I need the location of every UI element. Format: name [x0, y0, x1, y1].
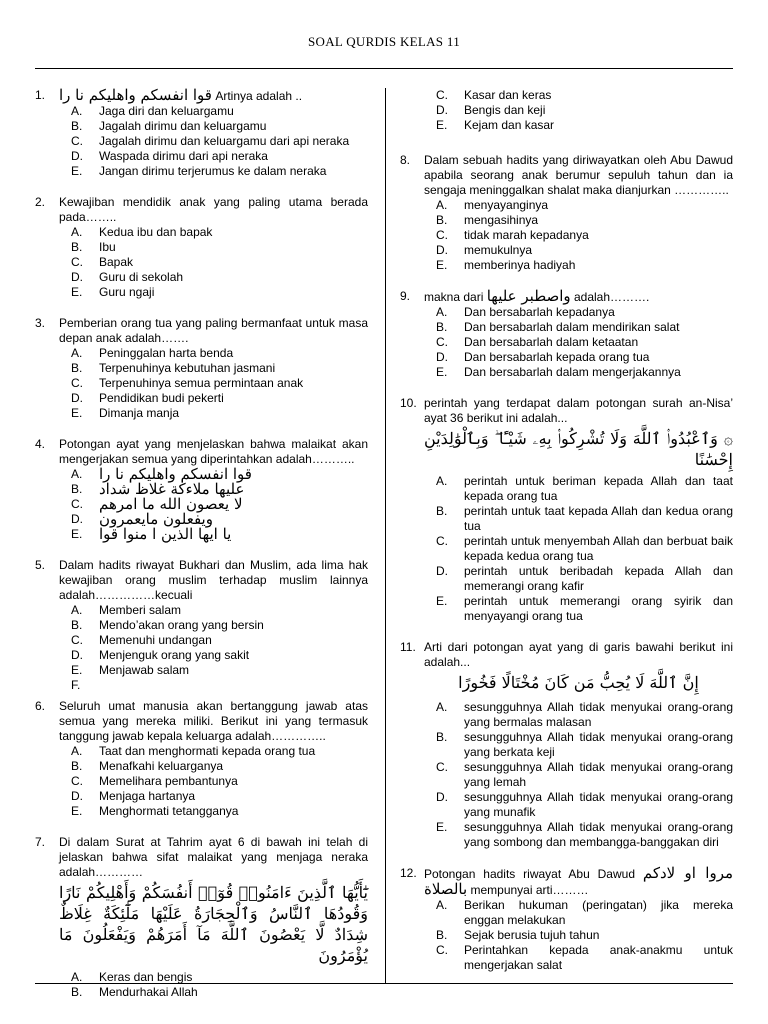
- option-text: ويفعلون مايعمرون: [99, 510, 213, 528]
- option-letter: C.: [71, 774, 83, 788]
- option-text: Berikan hukuman (peringatan) jika mereka enggan melakukan: [464, 898, 733, 927]
- option-text: sesungguhnya Allah tidak menyukai orang-orang yang munafik: [464, 790, 733, 819]
- question-12: [400, 866, 733, 973]
- option-text: Dan bersabarlah dalam ketaatan: [464, 335, 639, 349]
- option-a[interactable]: [436, 305, 733, 320]
- option-d[interactable]: [71, 391, 368, 406]
- option-text: Jaga diri dan keluargamu: [99, 104, 234, 118]
- option-letter: A.: [436, 198, 448, 212]
- option-letter: E.: [71, 663, 83, 677]
- question-stem: Dalam sebuah hadits yang diriwayatkan oleh Abu Dawud apabila seorang anak berumur sepuluh tahun dan ia sengaja meninggalkan shalat maka dianjurkan …………..: [424, 153, 733, 197]
- ayat-text: يَٰٓأَيُّهَا ٱلَّذِينَ ءَامَنُوا۟ قُوٓا۟ أَنفُسَكُمْ وَأَهْلِيكُمْ نَارًا وَقُودُهَا ٱلنَّاسُ وَٱلْحِجَارَةُ عَلَيْهَا مَلَٰٓئِكَةٌ غِلَاظٌ شِدَادٌ لَّا يَعْصُونَ ٱللَّهَ مَآ أَمَرَهُمْ وَيَفْعَلُونَ مَا يُؤْمَرُونَ: [59, 883, 368, 965]
- option-d[interactable]: [71, 648, 368, 663]
- question-stem: Di dalam Surat at Tahrim ayat 6 di bawah ini telah di jelaskan bahwa sifat malaikat yang menjaga neraka adalah…………: [59, 835, 368, 879]
- option-letter: A.: [436, 898, 448, 912]
- option-b[interactable]: [71, 119, 368, 134]
- option-text: tidak marah kepadanya: [464, 228, 589, 242]
- option-c[interactable]: [71, 255, 368, 270]
- option-text: mengasihinya: [464, 213, 539, 227]
- option-text: Memenuhi undangan: [99, 633, 212, 647]
- option-c[interactable]: [436, 943, 733, 973]
- option-text: perintah untuk beribadah kepada Allah dan memerangi orang kafir: [464, 564, 733, 593]
- option-list: [436, 198, 733, 273]
- option-letter: B.: [436, 504, 448, 518]
- question-number: 9.: [400, 289, 411, 303]
- option-letter: D.: [436, 790, 448, 804]
- option-text: perintah untuk beriman kepada Allah dan taat kepada orang tua: [464, 474, 733, 503]
- option-text: Keras dan bengis: [99, 970, 193, 984]
- option-a[interactable]: [436, 474, 733, 504]
- option-letter: E.: [436, 118, 448, 132]
- stem-text: Potongan hadits riwayat Abu Dawud: [424, 867, 643, 881]
- option-b[interactable]: [436, 504, 733, 534]
- question-4: [35, 437, 368, 542]
- option-letter: C.: [71, 255, 83, 269]
- option-a[interactable]: [71, 104, 368, 119]
- option-text: Kasar dan keras: [464, 88, 552, 102]
- option-a[interactable]: [71, 970, 368, 985]
- option-d[interactable]: [436, 564, 733, 594]
- option-letter: B.: [436, 730, 448, 744]
- option-text: قوا انفسكم واهليكم نا را: [99, 465, 252, 483]
- question-number: 5.: [35, 558, 46, 572]
- question-stem: Kewajiban mendidik anak yang paling utama berada pada……..: [59, 195, 368, 224]
- option-letter: B.: [71, 482, 83, 496]
- option-letter: A.: [71, 346, 83, 360]
- option-text: Kejam dan kasar: [464, 118, 555, 132]
- option-letter: E.: [71, 406, 83, 420]
- question-number: 1.: [35, 88, 46, 102]
- option-letter: C.: [71, 376, 83, 390]
- option-text: Menjenguk orang yang sakit: [99, 648, 250, 662]
- option-text: Terpenuhinya kebutuhan jasmani: [99, 361, 276, 375]
- option-letter: B.: [436, 928, 448, 942]
- arabic-phrase: مروا او لادكم بالصلاة: [424, 864, 734, 898]
- question-number: 6.: [35, 699, 46, 713]
- option-list: [436, 700, 733, 850]
- question-stem: Arti dari potongan ayat yang di garis bawahi berikut ini adalah...: [424, 640, 733, 669]
- question-number: 3.: [35, 316, 46, 330]
- option-letter: B.: [436, 320, 448, 334]
- option-e[interactable]: [436, 365, 733, 380]
- question-stem: [424, 289, 733, 305]
- stem-text: makna dari: [424, 290, 487, 304]
- option-letter: A.: [71, 970, 83, 984]
- option-letter: D.: [71, 391, 83, 405]
- option-letter: C.: [436, 534, 448, 548]
- question-number: 2.: [35, 195, 46, 209]
- question-9: [400, 289, 733, 380]
- question-number: 11.: [400, 640, 416, 654]
- question-7: [35, 835, 368, 1000]
- option-letter: A.: [436, 474, 448, 488]
- option-letter: D.: [436, 564, 448, 578]
- option-b[interactable]: [436, 730, 733, 760]
- top-divider: [35, 68, 733, 69]
- option-list: [436, 88, 733, 133]
- question-number: 12.: [400, 866, 417, 880]
- option-d[interactable]: [436, 350, 733, 365]
- option-letter: E.: [71, 164, 83, 178]
- option-b[interactable]: [71, 618, 368, 633]
- option-text: perintah untuk memerangi orang syirik dan menyayangi orang tua: [464, 594, 733, 623]
- option-text: Dan bersabarlah dalam mendirikan salat: [464, 320, 680, 334]
- page-title: SOAL QURDIS KELAS 11: [307, 34, 460, 49]
- question-6: [35, 699, 368, 819]
- question-stem: perintah yang terdapat dalam potongan surah an-Nisa’ ayat 36 berikut ini adalah...: [424, 396, 733, 425]
- option-list: [71, 104, 368, 179]
- option-letter: A.: [436, 305, 448, 319]
- option-letter: C.: [436, 760, 448, 774]
- option-list: [436, 474, 733, 624]
- question-stem: Potongan ayat yang menjelaskan bahwa malaikat akan mengerjakan semua yang diperintahkan adalah………..: [59, 437, 368, 466]
- option-letter: E.: [436, 594, 448, 608]
- option-text: Dimanja manja: [99, 406, 180, 420]
- option-text: Mendurhakai Allah: [99, 985, 198, 999]
- option-list: [71, 970, 368, 1000]
- option-text: Memelihara pembantunya: [99, 774, 238, 788]
- option-b[interactable]: [436, 320, 733, 335]
- question-number: 4.: [35, 437, 46, 451]
- ayat-text: ۞ وَٱعْبُدُوا۟ ٱللَّهَ وَلَا تُشْرِكُوا۟ بِهِۦ شَيْـًٔا ۖ وَبِٱلْوَٰلِدَيْنِ إِحْسَٰنًا: [424, 429, 733, 469]
- option-text: Ibu: [99, 240, 116, 254]
- option-c[interactable]: [436, 228, 733, 243]
- option-text: Waspada dirimu dari api neraka: [99, 149, 268, 163]
- option-c[interactable]: [71, 134, 368, 149]
- option-a[interactable]: [71, 744, 368, 759]
- option-text: عليها ملاءكة غلاظ شداد: [99, 480, 245, 498]
- option-letter: A.: [71, 603, 83, 617]
- option-text: Bengis dan keji: [464, 103, 546, 117]
- option-text: Menghormati tetangganya: [99, 804, 239, 818]
- option-letter: D.: [71, 648, 83, 662]
- option-b[interactable]: [71, 240, 368, 255]
- option-text: Terpenuhinya semua permintaan anak: [99, 376, 304, 390]
- option-d[interactable]: [71, 149, 368, 164]
- option-text: Menjaga hartanya: [99, 789, 196, 803]
- option-letter: B.: [436, 213, 448, 227]
- question-7-continued: [400, 88, 733, 133]
- option-list: [71, 467, 368, 542]
- option-letter: D.: [71, 512, 83, 526]
- option-text: Guru ngaji: [99, 285, 155, 299]
- option-text: Jagalah dirimu dan keluargamu: [99, 119, 267, 133]
- option-list: [71, 744, 368, 819]
- option-c[interactable]: [436, 335, 733, 350]
- option-d[interactable]: [436, 790, 733, 820]
- option-text: sesungguhnya Allah tidak menyukai orang-orang yang bermalas malasan: [464, 700, 733, 729]
- option-b[interactable]: [436, 213, 733, 228]
- question-stem: Seluruh umat manusia akan bertanggung jawab atas semua yang mereka miliki. Berikut ini yang termasuk tanggung jawab kepala keluarga adalah…………..: [59, 699, 368, 743]
- option-b[interactable]: [436, 928, 733, 943]
- option-letter: D.: [436, 350, 448, 364]
- option-letter: A.: [71, 104, 83, 118]
- question-stem: Pemberian orang tua yang paling bermanfaat untuk masa depan anak adalah…….: [59, 316, 368, 345]
- option-e[interactable]: [71, 804, 368, 819]
- question-3: [35, 316, 368, 421]
- option-a[interactable]: [436, 198, 733, 213]
- option-letter: E.: [436, 365, 448, 379]
- column-divider: [385, 88, 386, 984]
- right-column: [400, 88, 733, 973]
- question-11: [400, 640, 733, 850]
- option-letter: A.: [71, 225, 83, 239]
- question-stem: [59, 88, 368, 104]
- option-letter: C.: [71, 497, 83, 511]
- option-b[interactable]: [71, 985, 368, 1000]
- option-e[interactable]: [436, 594, 733, 624]
- option-text: Mendo’akan orang yang bersin: [99, 618, 264, 632]
- option-d[interactable]: [436, 243, 733, 258]
- question-number: 7.: [35, 835, 46, 849]
- option-text: sesungguhnya Allah tidak menyukai orang-orang yang sombong dan membangga-banggakan diri: [464, 820, 733, 849]
- option-text: Taat dan menghormati kepada orang tua: [99, 744, 316, 758]
- option-text: Kedua ibu dan bapak: [99, 225, 213, 239]
- option-text: Peninggalan harta benda: [99, 346, 234, 360]
- option-e[interactable]: [436, 118, 733, 133]
- option-text: Perintahkan kepada anak-anakmu untuk mengerjakan salat: [464, 943, 733, 972]
- option-d[interactable]: [71, 789, 368, 804]
- option-a[interactable]: [71, 346, 368, 361]
- option-letter: C.: [71, 633, 83, 647]
- option-text: perintah untuk menyembah Allah dan berbuat baik kepada kedua orang tua: [464, 534, 733, 563]
- option-letter: D.: [71, 270, 83, 284]
- option-letter: A.: [71, 467, 83, 481]
- option-text: sesungguhnya Allah tidak menyukai orang-orang yang berkata keji: [464, 730, 733, 759]
- option-text: Memberi salam: [99, 603, 182, 617]
- option-list: [71, 225, 368, 300]
- option-c[interactable]: [436, 534, 733, 564]
- option-letter: C.: [436, 228, 448, 242]
- option-e[interactable]: [436, 258, 733, 273]
- option-letter: C.: [436, 335, 448, 349]
- option-e[interactable]: [71, 663, 368, 678]
- question-stem: Dalam hadits riwayat Bukhari dan Muslim, ada lima hak kewajiban orang muslim terhadap muslim lainnya adalah……………kecuali: [59, 558, 368, 602]
- option-letter: E.: [436, 258, 448, 272]
- stem-text: adalah……….: [570, 290, 650, 304]
- option-list: [71, 346, 368, 421]
- ayat-text: إِنَّ ٱللَّهَ لَا يُحِبُّ مَن كَانَ مُخْتَالًا فَخُورًا: [458, 673, 699, 692]
- option-letter: E.: [71, 285, 83, 299]
- option-a[interactable]: [436, 898, 733, 928]
- option-letter: E.: [71, 527, 83, 541]
- option-letter: F.: [71, 678, 81, 692]
- question-10: [400, 396, 733, 624]
- option-list: [71, 603, 368, 693]
- option-letter: C.: [71, 134, 83, 148]
- arabic-phrase: واصطبر عليها: [486, 287, 571, 305]
- option-text: Dan bersabarlah kepadanya: [464, 305, 615, 319]
- option-text: يا ايها الذين ا منوا قوا: [99, 525, 232, 543]
- option-letter: B.: [71, 985, 83, 999]
- option-a[interactable]: [71, 225, 368, 240]
- option-letter: A.: [436, 700, 448, 714]
- option-c[interactable]: [436, 88, 733, 103]
- option-e[interactable]: [71, 285, 368, 300]
- question-8: [400, 153, 733, 273]
- option-text: menyayanginya: [464, 198, 549, 212]
- option-text: Pendidikan budi pekerti: [99, 391, 224, 405]
- option-text: Dan bersabarlah dalam mengerjakannya: [464, 365, 681, 379]
- option-c[interactable]: [71, 633, 368, 648]
- option-text: sesungguhnya Allah tidak menyukai orang-orang yang lemah: [464, 760, 733, 789]
- option-list: [436, 305, 733, 380]
- option-letter: B.: [71, 240, 83, 254]
- option-letter: D.: [436, 103, 448, 117]
- left-column: [35, 88, 368, 1016]
- option-a[interactable]: [71, 603, 368, 618]
- option-letter: B.: [71, 119, 83, 133]
- option-letter: B.: [71, 361, 83, 375]
- option-letter: E.: [436, 820, 448, 834]
- option-c[interactable]: [436, 760, 733, 790]
- option-text: لا يعصون الله ما امرهم: [99, 495, 243, 513]
- option-letter: D.: [71, 789, 83, 803]
- option-text: Guru di sekolah: [99, 270, 184, 284]
- option-text: Jagalah dirimu dan keluargamu dari api neraka: [99, 134, 350, 148]
- option-letter: D.: [71, 149, 83, 163]
- option-c[interactable]: [71, 376, 368, 391]
- option-a[interactable]: [436, 700, 733, 730]
- option-letter: E.: [71, 804, 83, 818]
- option-text: Sejak berusia tujuh tahun: [464, 928, 600, 942]
- option-letter: D.: [436, 243, 448, 257]
- option-text: Menafkahi keluarganya: [99, 759, 224, 773]
- stem-text: Artinya adalah ..: [211, 89, 303, 103]
- question-number: 10.: [400, 396, 417, 410]
- option-b[interactable]: [71, 361, 368, 376]
- option-text: Dan bersabarlah kepada orang tua: [464, 350, 650, 364]
- option-text: Bapak: [99, 255, 134, 269]
- option-e[interactable]: [71, 527, 368, 542]
- question-5: [35, 558, 368, 693]
- option-text: Jangan dirimu terjerumus ke dalam neraka: [99, 164, 327, 178]
- option-d[interactable]: [71, 270, 368, 285]
- option-e[interactable]: [71, 406, 368, 421]
- option-b[interactable]: [71, 759, 368, 774]
- option-f[interactable]: [71, 678, 368, 693]
- question-2: [35, 195, 368, 300]
- option-text: Menjawab salam: [99, 663, 190, 677]
- option-letter: B.: [71, 759, 83, 773]
- option-text: perintah untuk taat kepada Allah dan kedua orang tua: [464, 504, 733, 533]
- option-c[interactable]: [71, 774, 368, 789]
- option-text: [99, 678, 368, 693]
- option-letter: C.: [436, 943, 448, 957]
- question-number: 8.: [400, 153, 411, 167]
- option-letter: B.: [71, 618, 83, 632]
- option-letter: C.: [436, 88, 448, 102]
- arabic-phrase: قوا انفسكم واهليكم نا را: [59, 86, 212, 104]
- stem-text: mempunyai arti………: [467, 883, 589, 897]
- option-text: memberinya hadiyah: [464, 258, 576, 272]
- option-e[interactable]: [71, 164, 368, 179]
- question-1: [35, 88, 368, 179]
- question-stem: [424, 866, 733, 898]
- option-e[interactable]: [436, 820, 733, 850]
- option-d[interactable]: [436, 103, 733, 118]
- option-letter: A.: [71, 744, 83, 758]
- option-list: [436, 898, 733, 973]
- option-text: memukulnya: [464, 243, 533, 257]
